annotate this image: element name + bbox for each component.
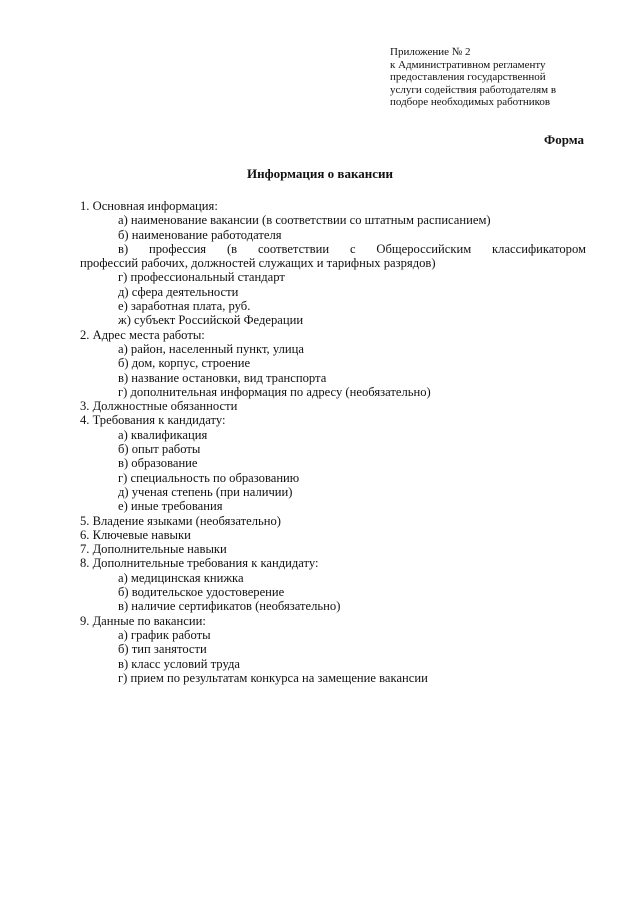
section-item: в) название остановки, вид транспорта — [118, 370, 327, 385]
section-item: б) опыт работы — [118, 442, 201, 457]
wrapped-item-first-line: в) профессия (в соответствии с Общероссийским классификатором — [118, 241, 586, 256]
section-item: б) тип занятости — [118, 642, 207, 657]
section-item: г) профессиональный стандарт — [118, 270, 285, 285]
section-item: а) наименование вакансии (в соответствии со штатным расписанием) — [118, 213, 491, 228]
section-item: в) класс условий труда — [118, 656, 240, 671]
appendix-note — [390, 46, 630, 109]
section-item-wrapped — [80, 242, 586, 271]
section-heading: 8. Дополнительные требования к кандидату: — [80, 556, 319, 571]
appendix-line: услуги содействия работодателям в — [390, 83, 557, 96]
appendix-line: к Административном регламенту — [390, 58, 546, 71]
section-item: д) ученая степень (при наличии) — [118, 484, 293, 499]
appendix-line: предоставления государственной — [390, 71, 546, 84]
section-item: е) заработная плата, руб. — [118, 299, 251, 314]
section-item: ж) субъект Российской Федерации — [118, 313, 304, 328]
section-item: а) район, населенный пункт, улица — [118, 341, 304, 356]
section-heading: 2. Адрес места работы: — [80, 327, 205, 342]
section-item: а) медицинская книжка — [118, 570, 244, 585]
section-item: в) наличие сертификатов (необязательно) — [118, 599, 341, 614]
section-item: б) дом, корпус, строение — [118, 356, 251, 371]
section-heading: 1. Основная информация: — [80, 199, 218, 213]
section-item: г) прием по результатам конкурса на замещение вакансии — [118, 670, 428, 685]
section-item: а) квалификация — [118, 427, 208, 442]
section-item: а) график работы — [118, 627, 211, 642]
section-heading: 6. Ключевые навыки — [80, 527, 191, 542]
section-heading: 4. Требования к кандидату: — [80, 413, 226, 428]
appendix-line: подборе необходимых работников — [390, 96, 551, 109]
section-item: д) сфера деятельности — [118, 284, 239, 299]
section-item: в) образование — [118, 456, 198, 471]
form-label: Форма — [544, 132, 584, 147]
section-item: г) дополнительная информация по адресу (необязательно) — [118, 384, 431, 399]
section-heading: 7. Дополнительные навыки — [80, 542, 227, 557]
section-heading: 9. Данные по вакансии: — [80, 613, 206, 628]
section-item: г) специальность по образованию — [118, 470, 300, 485]
appendix-line: Приложение № 2 — [390, 46, 471, 58]
page-title: Информация о вакансии — [247, 166, 393, 181]
section-item: е) иные требования — [118, 499, 223, 514]
vacancy-info-list — [80, 199, 586, 685]
section-item: б) наименование работодателя — [118, 227, 282, 242]
section-item: б) водительское удостоверение — [118, 585, 285, 600]
section-heading: 5. Владение языками (необязательно) — [80, 513, 281, 528]
wrapped-item-continuation: профессий рабочих, должностей служащих и тарифных разрядов) — [80, 256, 436, 271]
section-heading: 3. Должностные обязанности — [80, 399, 238, 414]
